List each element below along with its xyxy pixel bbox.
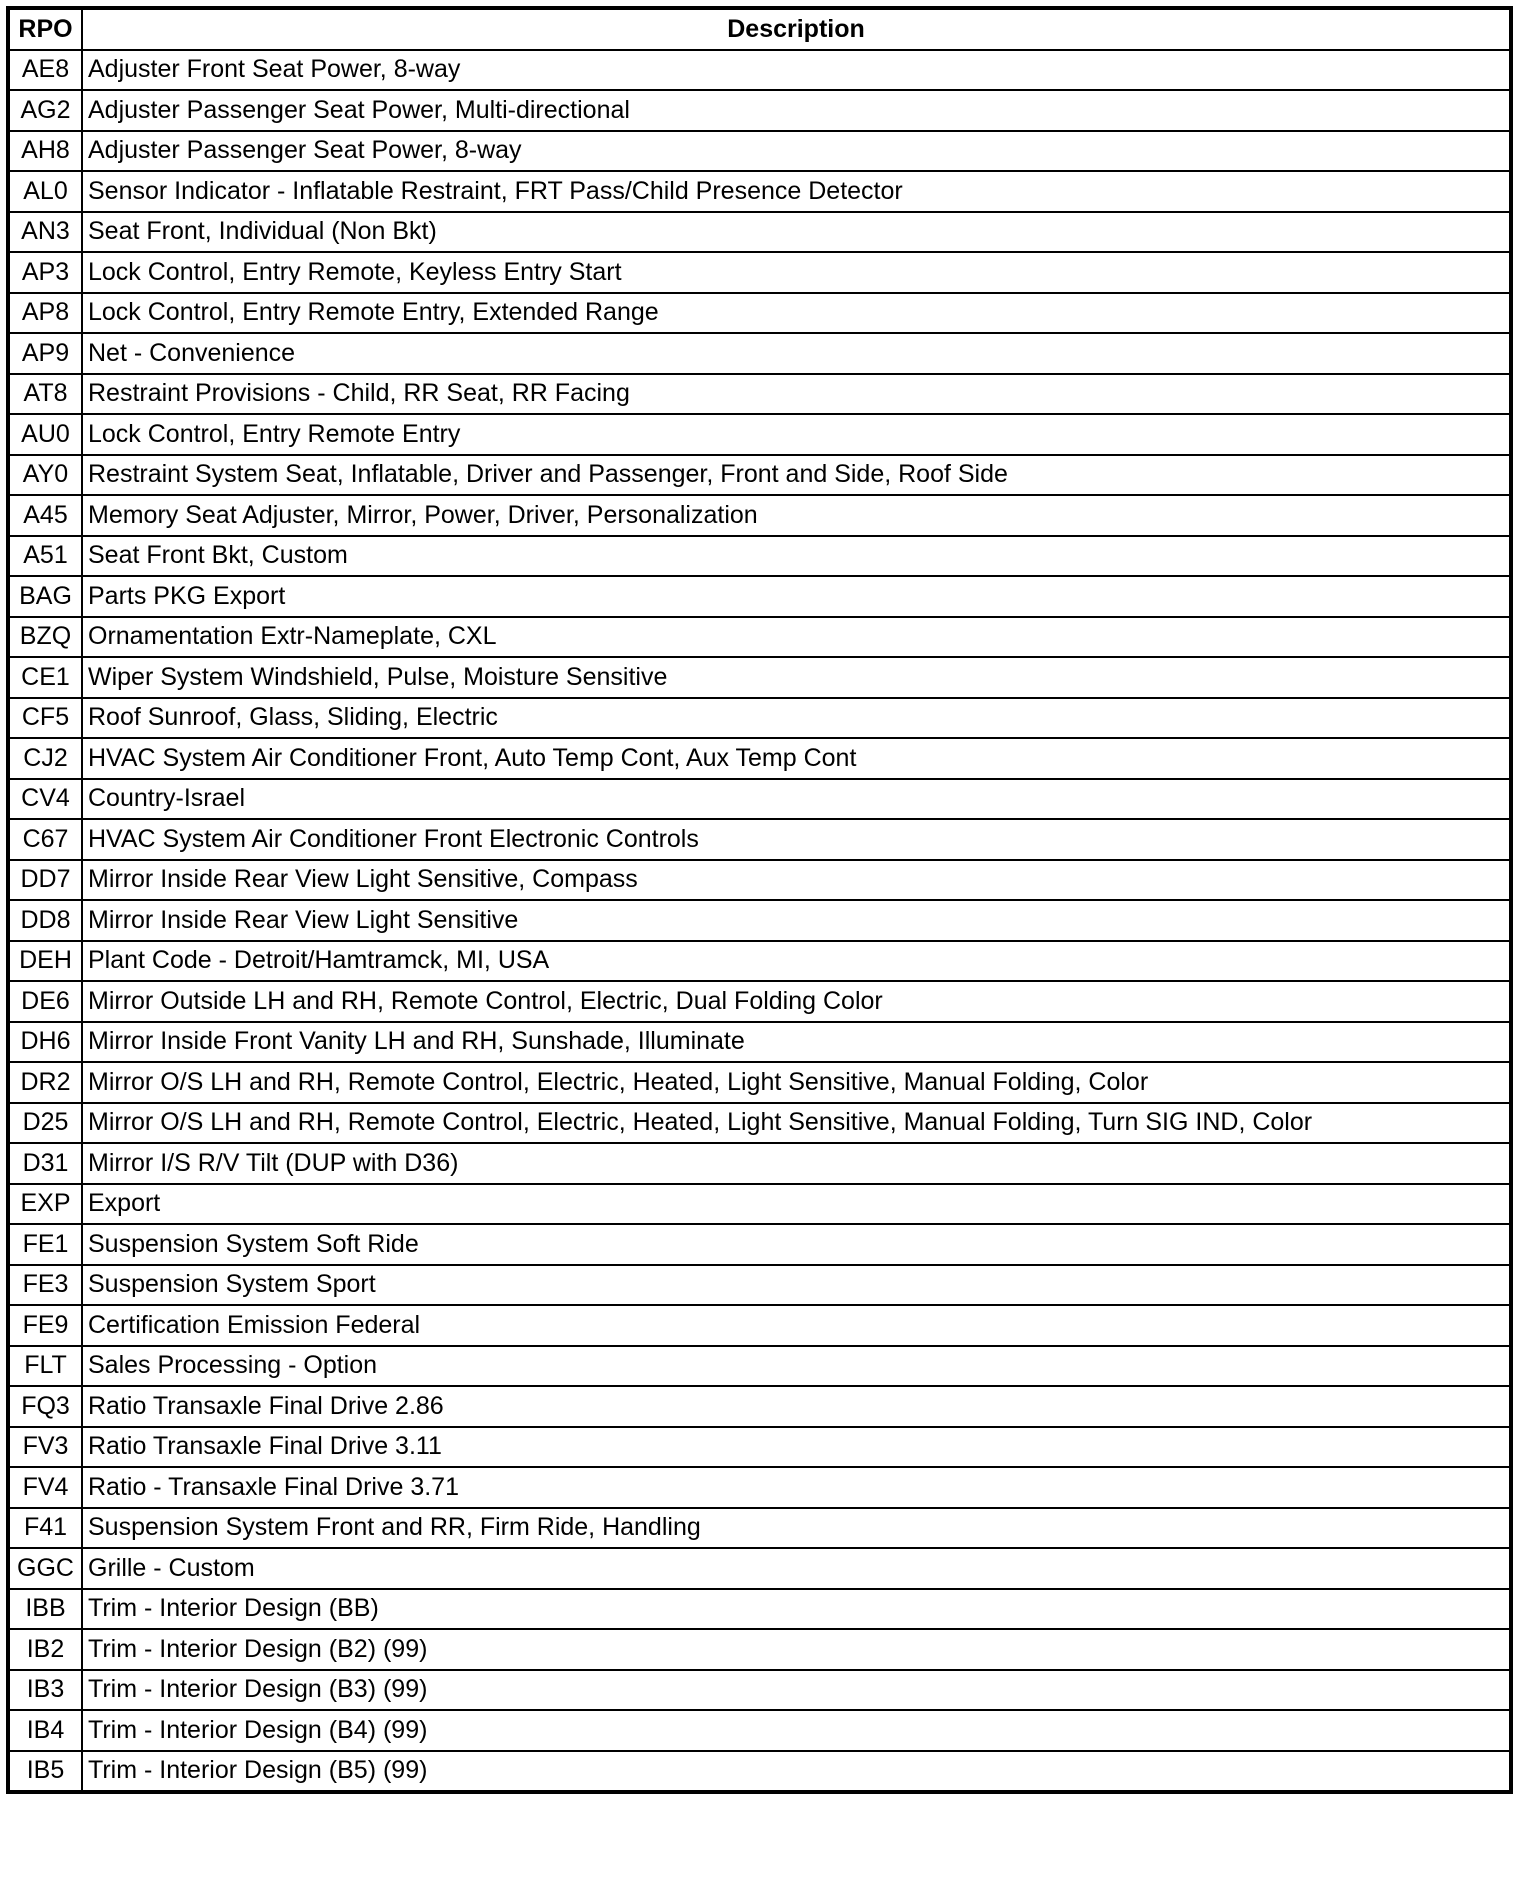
rpo-code-cell: BZQ (8, 617, 82, 658)
table-row (8, 50, 1511, 91)
description-cell: Wiper System Windshield, Pulse, Moisture Sensitive (82, 657, 1511, 698)
description-cell: Mirror O/S LH and RH, Remote Control, Electric, Heated, Light Sensitive, Manual Folding, Color (82, 1062, 1511, 1103)
rpo-code-cell: FE1 (8, 1224, 82, 1265)
column-header-rpo: RPO (8, 8, 82, 50)
table-row (8, 1710, 1511, 1751)
table-row (8, 536, 1511, 577)
table-row (8, 1508, 1511, 1549)
rpo-code-cell: IB3 (8, 1670, 82, 1711)
rpo-code-cell: CE1 (8, 657, 82, 698)
table-row (8, 738, 1511, 779)
rpo-code-cell: D25 (8, 1103, 82, 1144)
table-row (8, 657, 1511, 698)
rpo-code-cell: FQ3 (8, 1386, 82, 1427)
table-row (8, 495, 1511, 536)
rpo-code-cell: DEH (8, 941, 82, 982)
table-row (8, 1103, 1511, 1144)
rpo-code-cell: A51 (8, 536, 82, 577)
description-cell: Lock Control, Entry Remote Entry, Extended Range (82, 293, 1511, 334)
description-cell: Ratio Transaxle Final Drive 2.86 (82, 1386, 1511, 1427)
description-cell: Mirror Inside Rear View Light Sensitive (82, 900, 1511, 941)
description-cell: Plant Code - Detroit/Hamtramck, MI, USA (82, 941, 1511, 982)
rpo-code-cell: IB2 (8, 1629, 82, 1670)
description-cell: Trim - Interior Design (BB) (82, 1589, 1511, 1630)
rpo-code-cell: DD8 (8, 900, 82, 941)
table-row (8, 212, 1511, 253)
description-cell: Export (82, 1184, 1511, 1225)
table-row (8, 1346, 1511, 1387)
rpo-code-cell: DH6 (8, 1022, 82, 1063)
table-row (8, 252, 1511, 293)
table-row (8, 617, 1511, 658)
rpo-code-cell: A45 (8, 495, 82, 536)
description-cell: Trim - Interior Design (B2) (99) (82, 1629, 1511, 1670)
rpo-code-cell: AY0 (8, 455, 82, 496)
rpo-code-cell: FV3 (8, 1427, 82, 1468)
description-cell: Sensor Indicator - Inflatable Restraint, FRT Pass/Child Presence Detector (82, 171, 1511, 212)
table-row (8, 1265, 1511, 1306)
table-row (8, 131, 1511, 172)
table-row (8, 900, 1511, 941)
description-cell: HVAC System Air Conditioner Front Electronic Controls (82, 819, 1511, 860)
table-row (8, 576, 1511, 617)
rpo-code-cell: BAG (8, 576, 82, 617)
description-cell: Mirror O/S LH and RH, Remote Control, Electric, Heated, Light Sensitive, Manual Folding, Turn SIG IND, Color (82, 1103, 1511, 1144)
description-cell: Trim - Interior Design (B5) (99) (82, 1751, 1511, 1793)
table-row (8, 1305, 1511, 1346)
rpo-code-cell: AH8 (8, 131, 82, 172)
table-row (8, 333, 1511, 374)
description-cell: Ratio Transaxle Final Drive 3.11 (82, 1427, 1511, 1468)
rpo-code-cell: C67 (8, 819, 82, 860)
description-cell: Adjuster Passenger Seat Power, Multi-directional (82, 90, 1511, 131)
table-row (8, 1589, 1511, 1630)
table-row (8, 1022, 1511, 1063)
table-row (8, 1224, 1511, 1265)
rpo-code-cell: FV4 (8, 1467, 82, 1508)
table-row (8, 1467, 1511, 1508)
table-row (8, 698, 1511, 739)
rpo-code-cell: AN3 (8, 212, 82, 253)
rpo-code-cell: AP8 (8, 293, 82, 334)
rpo-code-cell: AT8 (8, 374, 82, 415)
rpo-code-cell: F41 (8, 1508, 82, 1549)
description-cell: Lock Control, Entry Remote, Keyless Entry Start (82, 252, 1511, 293)
description-cell: Lock Control, Entry Remote Entry (82, 414, 1511, 455)
description-cell: Ratio - Transaxle Final Drive 3.71 (82, 1467, 1511, 1508)
table-row (8, 1427, 1511, 1468)
description-cell: Mirror I/S R/V Tilt (DUP with D36) (82, 1143, 1511, 1184)
description-cell: Memory Seat Adjuster, Mirror, Power, Driver, Personalization (82, 495, 1511, 536)
table-row (8, 819, 1511, 860)
description-cell: Seat Front Bkt, Custom (82, 536, 1511, 577)
table-row (8, 1670, 1511, 1711)
rpo-code-cell: AE8 (8, 50, 82, 91)
table-row (8, 860, 1511, 901)
column-header-description: Description (82, 8, 1511, 50)
table-row (8, 1751, 1511, 1793)
table-row (8, 171, 1511, 212)
description-cell: Suspension System Soft Ride (82, 1224, 1511, 1265)
rpo-code-cell: AP9 (8, 333, 82, 374)
description-cell: Ornamentation Extr-Nameplate, CXL (82, 617, 1511, 658)
rpo-code-cell: CF5 (8, 698, 82, 739)
description-cell: Suspension System Front and RR, Firm Ride, Handling (82, 1508, 1511, 1549)
rpo-code-cell: D31 (8, 1143, 82, 1184)
table-row (8, 1548, 1511, 1589)
description-cell: Mirror Inside Rear View Light Sensitive, Compass (82, 860, 1511, 901)
rpo-code-cell: DE6 (8, 981, 82, 1022)
rpo-code-cell: FE9 (8, 1305, 82, 1346)
table-row (8, 455, 1511, 496)
rpo-code-cell: AG2 (8, 90, 82, 131)
description-cell: Certification Emission Federal (82, 1305, 1511, 1346)
rpo-code-cell: AL0 (8, 171, 82, 212)
rpo-code-cell: GGC (8, 1548, 82, 1589)
description-cell: Mirror Inside Front Vanity LH and RH, Sunshade, Illuminate (82, 1022, 1511, 1063)
description-cell: HVAC System Air Conditioner Front, Auto Temp Cont, Aux Temp Cont (82, 738, 1511, 779)
table-row (8, 779, 1511, 820)
rpo-code-cell: AU0 (8, 414, 82, 455)
description-cell: Adjuster Front Seat Power, 8-way (82, 50, 1511, 91)
rpo-code-cell: CJ2 (8, 738, 82, 779)
rpo-code-cell: IBB (8, 1589, 82, 1630)
description-cell: Adjuster Passenger Seat Power, 8-way (82, 131, 1511, 172)
rpo-code-cell: IB5 (8, 1751, 82, 1793)
table-header-row (8, 8, 1511, 50)
description-cell: Grille - Custom (82, 1548, 1511, 1589)
table-body (8, 50, 1511, 1793)
table-row (8, 1386, 1511, 1427)
table-row (8, 90, 1511, 131)
table-row (8, 941, 1511, 982)
table-row (8, 1143, 1511, 1184)
rpo-code-cell: AP3 (8, 252, 82, 293)
rpo-code-cell: DR2 (8, 1062, 82, 1103)
description-cell: Seat Front, Individual (Non Bkt) (82, 212, 1511, 253)
description-cell: Sales Processing - Option (82, 1346, 1511, 1387)
description-cell: Trim - Interior Design (B3) (99) (82, 1670, 1511, 1711)
rpo-table (6, 6, 1513, 1794)
description-cell: Suspension System Sport (82, 1265, 1511, 1306)
table-row (8, 1062, 1511, 1103)
description-cell: Parts PKG Export (82, 576, 1511, 617)
description-cell: Restraint System Seat, Inflatable, Driver and Passenger, Front and Side, Roof Side (82, 455, 1511, 496)
rpo-code-cell: FLT (8, 1346, 82, 1387)
description-cell: Net - Convenience (82, 333, 1511, 374)
rpo-code-cell: EXP (8, 1184, 82, 1225)
table-row (8, 981, 1511, 1022)
table-row (8, 374, 1511, 415)
rpo-code-cell: CV4 (8, 779, 82, 820)
rpo-code-cell: IB4 (8, 1710, 82, 1751)
table-row (8, 293, 1511, 334)
description-cell: Restraint Provisions - Child, RR Seat, RR Facing (82, 374, 1511, 415)
description-cell: Trim - Interior Design (B4) (99) (82, 1710, 1511, 1751)
description-cell: Mirror Outside LH and RH, Remote Control, Electric, Dual Folding Color (82, 981, 1511, 1022)
description-cell: Roof Sunroof, Glass, Sliding, Electric (82, 698, 1511, 739)
table-row (8, 1184, 1511, 1225)
description-cell: Country-Israel (82, 779, 1511, 820)
table-row (8, 1629, 1511, 1670)
rpo-code-cell: FE3 (8, 1265, 82, 1306)
table-row (8, 414, 1511, 455)
rpo-code-cell: DD7 (8, 860, 82, 901)
